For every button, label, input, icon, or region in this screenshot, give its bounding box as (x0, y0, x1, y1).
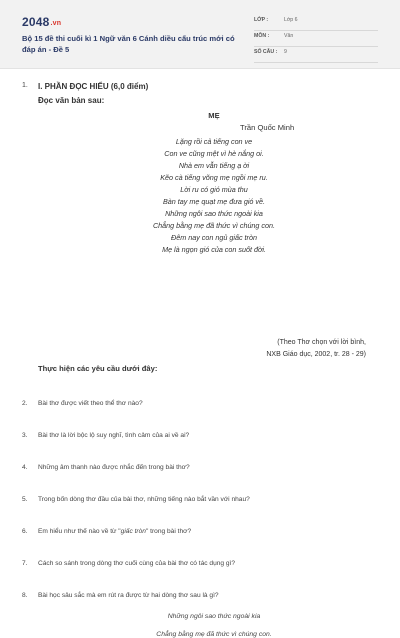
meta-row-class (254, 14, 378, 31)
question-number: 4. (22, 464, 28, 471)
question-number: 2. (22, 400, 28, 407)
poem-line: Mẹ là ngọn gió của con suốt đời. (162, 245, 266, 254)
quoted-verse-line: Chẳng bằng mẹ đã thức vì chúng con. (156, 631, 272, 638)
question-number: 8. (22, 592, 28, 599)
question-text: Em hiểu như thế nào về từ "giấc tròn" trong bài thơ? (38, 528, 192, 535)
meta-row-count (254, 46, 378, 63)
section-title: I. PHẦN ĐỌC HIỂU (6,0 điểm) (38, 82, 149, 91)
poem-line: Chẳng bằng mẹ đã thức vì chúng con. (152, 221, 276, 230)
meta-key: LỚP : (254, 17, 269, 23)
question-text: Bài thơ là lời bộc lộ suy nghĩ, tình cảm của ai về ai? (38, 432, 190, 439)
poem-line: Con ve cũng mệt vì hè nắng oi. (164, 149, 264, 158)
poem-line: Lời ru có gió mùa thu (180, 185, 248, 194)
meta-value: Lớp 6 (284, 17, 298, 23)
question-number: 5. (22, 496, 28, 503)
poem-line: Lặng rồi cả tiếng con ve (175, 137, 253, 146)
question-number: 3. (22, 432, 28, 439)
question-text: Trong bốn dòng thơ đầu của bài thơ, những tiếng nào bắt vần với nhau? (38, 496, 250, 503)
meta-value: 9 (284, 49, 287, 55)
question-number: 6. (22, 528, 28, 535)
question-number: 1. (22, 82, 28, 89)
quoted-verse-line: Những ngôi sao thức ngoài kia (167, 613, 261, 620)
question-number: 7. (22, 560, 28, 567)
poem-title: MẸ (208, 111, 220, 120)
logo-text: 2048 (22, 15, 50, 29)
logo-suffix: .vn (50, 20, 62, 27)
question-text: Bài học sâu sắc mà em rút ra được từ hai dòng thơ sau là gì? (38, 592, 219, 599)
meta-value: Văn (284, 33, 294, 39)
question-text: Những âm thanh nào được nhắc đến trong bài thơ? (38, 464, 190, 471)
meta-key: SỐ CÂU : (254, 49, 278, 55)
poem-line: Nhà em vẫn tiếng ạ ời (178, 161, 250, 170)
task-instruction: Thực hiện các yêu cầu dưới đây: (38, 364, 158, 373)
poem-body (0, 136, 400, 256)
poem-author: Trần Quốc Minh (240, 123, 295, 132)
site-logo[interactable] (22, 15, 61, 29)
poem-line: Những ngôi sao thức ngoài kia (165, 209, 263, 218)
meta-key: MÔN : (254, 33, 270, 39)
poem-source: NXB Giáo dục, 2002, tr. 28 - 29) (266, 351, 366, 358)
meta-row-subject (254, 30, 378, 47)
poem-line: Kẽo cà tiếng võng mẹ ngồi mẹ ru. (160, 173, 268, 182)
poem-line: Bàn tay mẹ quạt mẹ đưa gió về. (162, 197, 266, 206)
question-text: Cách so sánh trong dòng thơ cuối cùng của bài thơ có tác dụng gì? (38, 560, 236, 567)
document-title: Bộ 15 đề thi cuối kì 1 Ngữ văn 6 Cánh diều cấu trúc mới có đáp án - Đề 5 (22, 34, 235, 54)
read-instruction: Đọc văn bản sau: (38, 96, 105, 105)
document-header (0, 0, 400, 69)
poem-line: Đêm nay con ngủ giấc tròn (171, 233, 257, 242)
poem-source: (Theo Thơ chọn với lời bình, (277, 339, 366, 346)
quoted-term: giấc tròn (120, 528, 146, 535)
question-text: Bài thơ được viết theo thể thơ nào? (38, 400, 143, 407)
